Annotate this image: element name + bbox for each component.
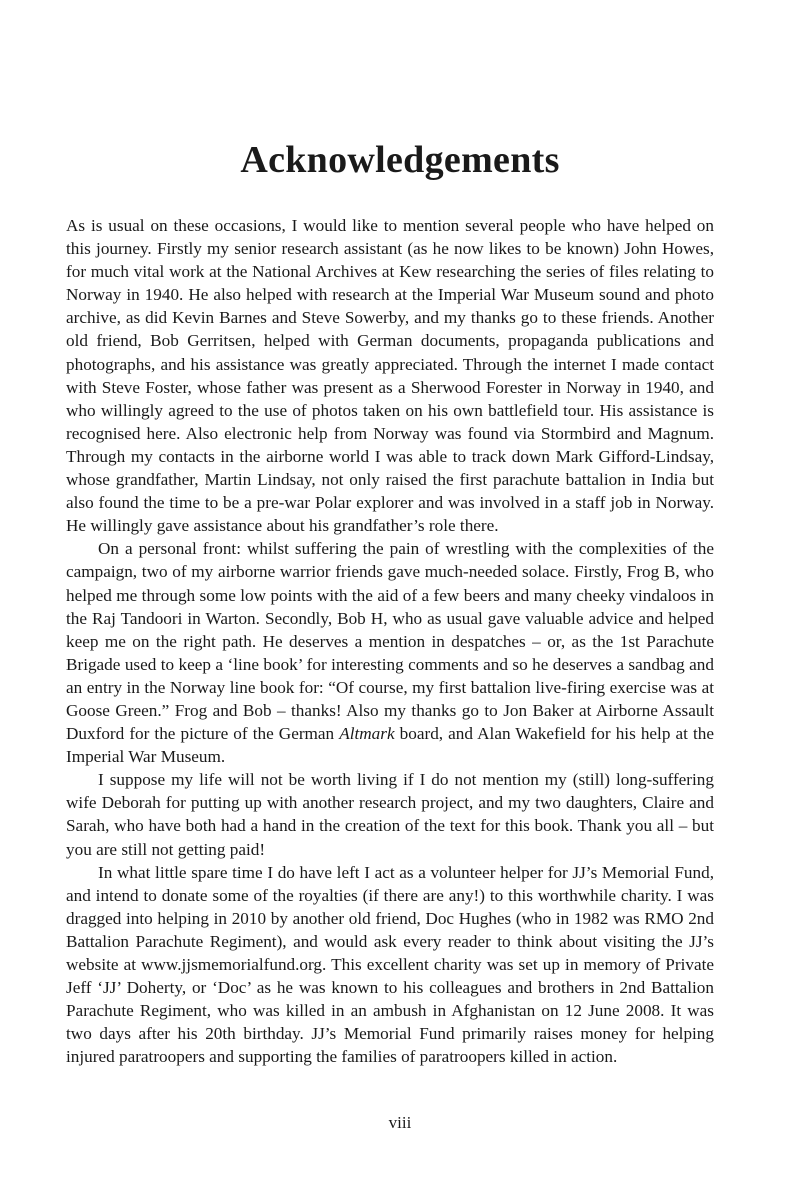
paragraph-1 (66, 214, 714, 537)
paragraph-4 (66, 861, 714, 1069)
paragraph-2-text-b: board, and Alan Wakefield for his help at the Imperial War Museum. (66, 724, 714, 767)
paragraph-1-text: As is usual on these occasions, I would like to mention several people who have helped on this journey. Firstly my senior research assistant (as he now likes to be known) John Howes, for much vital work at the National Archives at Kew researching the series of files relating to Norway in 1940. He also helped with research at the Imperial War Museum sound and photo archive, as did Kevin Barnes and Steve Sowerby, and my thanks go to these friends. Another old friend, Bob Gerritsen, helped with German documents, propaganda publications and photographs, and his assistance was greatly appreciated. Through the internet I made contact with Steve Foster, whose father was present as a Sherwood Forester in Norway in 1940, and who willingly agreed to the use of photos taken on his own battlefield tour. His assistance is recognised here. Also electronic help from Norway was found via Stormbird and Magnum. Through my contacts in the airborne world I was able to track down Mark Gifford-Lindsay, whose grandfather, Martin Lindsay, not only raised the first parachute battalion in India but also found the time to be a pre-war Polar explorer and was involved in a staff job in Norway. He willingly gave assistance about his grandfather’s role there. (66, 216, 714, 536)
paragraph-2-text-a: On a personal front: whilst suffering the pain of wrestling with the complexities of the campaign, two of my airborne warrior friends gave much-needed solace. Firstly, Frog B, who helped me through some low points with the aid of a few beers and many cheeky vindaloos in the Raj Tandoori in Warton. Secondly, Bob H, who as usual gave valuable advice and helped keep me on the right path. He deserves a mention in despatches – or, as the 1st Parachute Brigade used to keep a ‘line book’ for interesting comments and so he deserves a sandbag and an entry in the Norway line book for: “Of course, my first battalion live-firing exercise was at Goose Green.” Frog and Bob – thanks! Also my thanks go to Jon Baker at Airborne Assault Duxford for the picture of the German (66, 539, 714, 744)
page-title: Acknowledgements (240, 139, 560, 181)
paragraph-2 (66, 537, 714, 768)
page-number: viii (388, 1113, 412, 1132)
paragraph-3 (66, 768, 714, 860)
paragraph-4-text: In what little spare time I do have left I act as a volunteer helper for JJ’s Memorial Fund, and intend to donate some of the royalties (if there are any!) to this worthwhile charity. I was dragged into helping in 2010 by another old friend, Doc Hughes (who in 1982 was RMO 2nd Battalion Parachute Regiment), and would ask every reader to think about visiting the JJ’s website at www.jjsmemorialfund.org. This excellent charity was set up in memory of Private Jeff ‘JJ’ Doherty, or ‘Doc’ as he was known to his colleagues and brothers in 2nd Battalion Parachute Regiment, who was killed in an ambush in Afghanistan on 12 June 2008. It was two days after his 20th birthday. JJ’s Memorial Fund primarily raises money for helping injured paratroopers and supporting the families of paratroopers killed in action. (66, 862, 714, 1067)
body-text (66, 214, 714, 1068)
paragraph-3-text: I suppose my life will not be worth living if I do not mention my (still) long-suffering wife Deborah for putting up with another research project, and my two daughters, Claire and Sarah, who have both had a hand in the creation of the text for this book. Thank you all – but you are still not getting paid! (66, 770, 714, 859)
ship-name-italic: Altmark (339, 724, 395, 744)
